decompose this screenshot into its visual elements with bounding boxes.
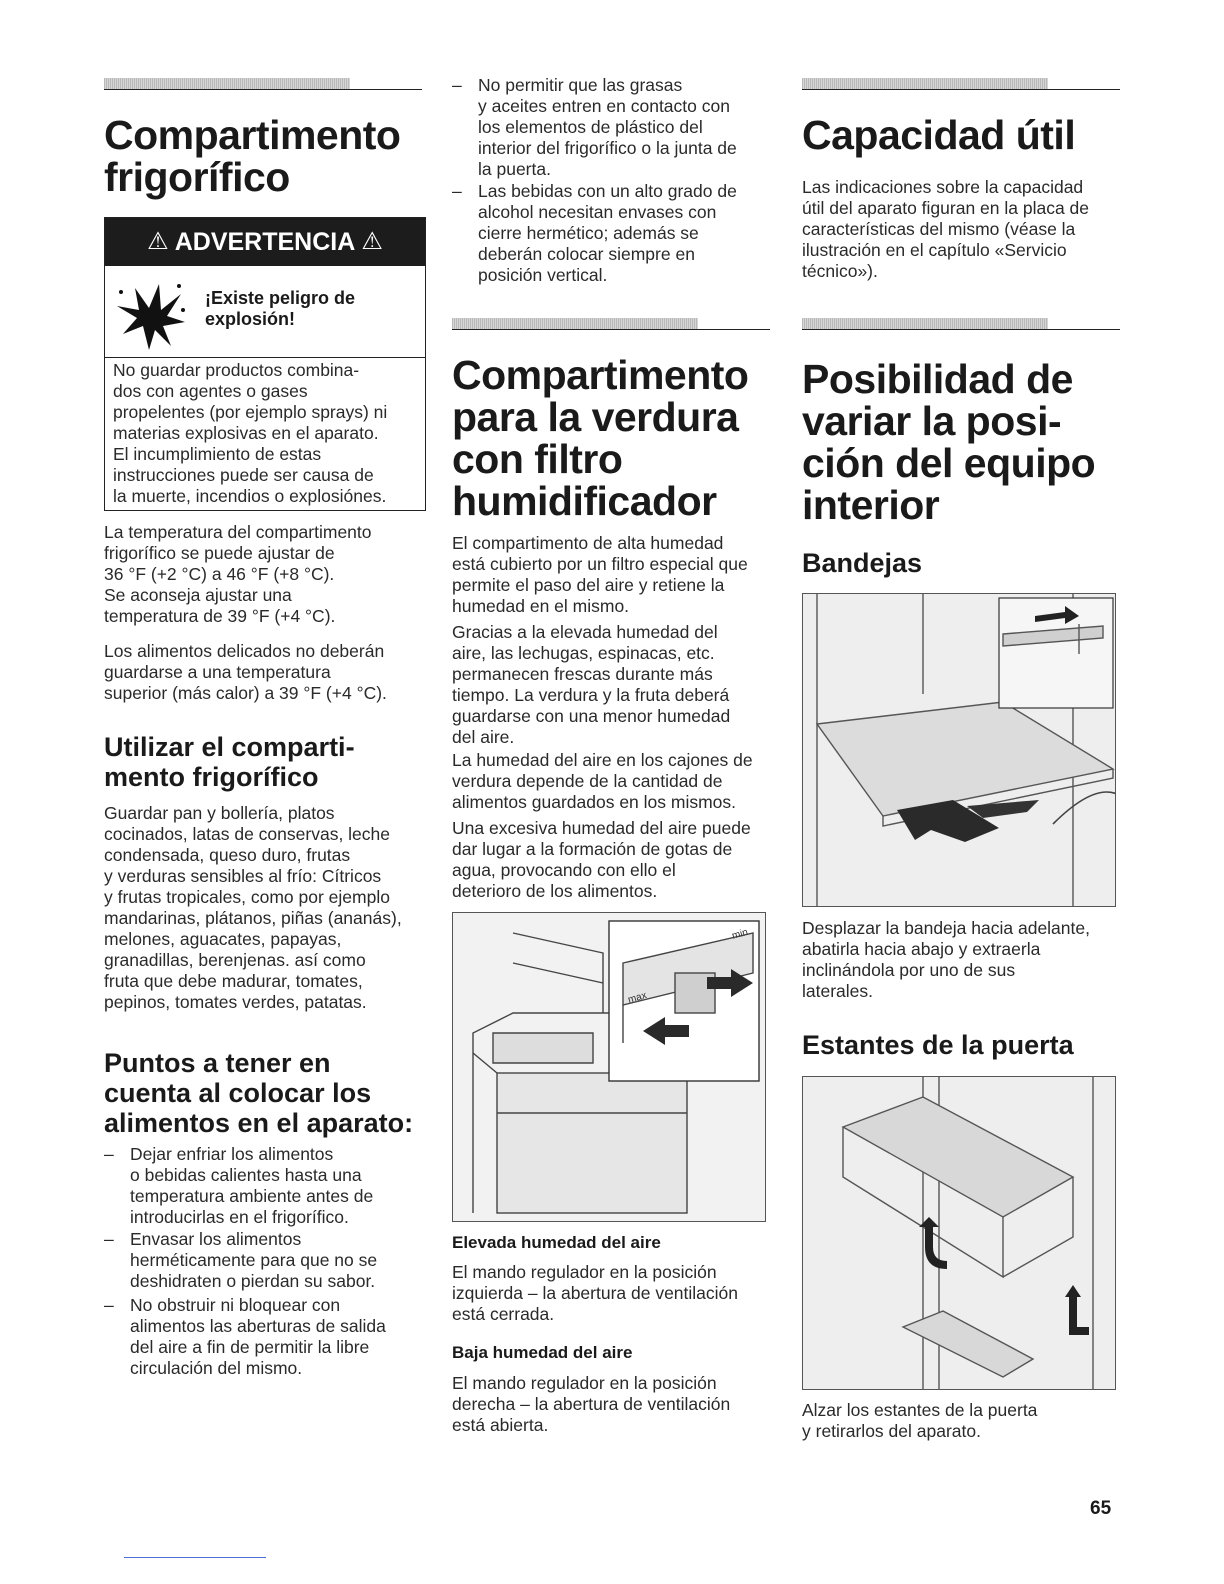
warning-body: No guardar productos combina- dos con agentes o gases propelentes (por ejemplo sprays) ni materias explosivas en el aparato. El incumplimiento de estas instrucciones puede ser causa de la muerte, incendios o explosiónes. (113, 360, 388, 506)
warning-triangle-icon: ⚠ (361, 228, 383, 255)
capacity-paragraph: Las indicaciones sobre la capacidad útil del aparato figuran en la placa de características del mismo (véase la ilustración en el capítulo «Servicio técnico»). (802, 177, 1090, 281)
intro-paragraph-2: Los alimentos delicados no deberán guardarse a una temperatura superior (más calor) a 39 °F (+4 °C). (104, 641, 387, 703)
divider (105, 357, 425, 358)
subsection-title-use: Utilizar el comparti- mento frigorífico (104, 732, 355, 792)
section-rule (802, 78, 1120, 90)
explosion-icon (115, 282, 187, 350)
caption-title-high-humidity: Elevada humedad del aire (452, 1233, 661, 1252)
warning-box (104, 217, 426, 511)
paragraph: El compartimento de alta humedad está cubierto por un filtro especial que permite el paso del aire y retiene la humedad en el mismo. (452, 533, 748, 616)
intro-paragraph: La temperatura del compartimento frigorífico se puede ajustar de 36 °F (+2 °C) a 46 °F (+8 °C). Se aconseja ajustar una temperatura de 39 °F (+4 °C). (104, 522, 372, 626)
section-rule (452, 318, 770, 330)
paragraph: Gracias a la elevada humedad del aire, las lechugas, espinacas, etc. permanecen frescas durante más tiempo. La verdura y la fruta deberá guardarse con una menor humedad del aire. (452, 622, 731, 747)
page-number: 65 (1090, 1498, 1112, 1519)
section-rule (802, 318, 1120, 330)
high-humidity-text: El mando regulador en la posición izquierda – la abertura de ventilación está cerrada. (452, 1262, 739, 1324)
section-title-interior: Posibilidad de variar la posi- ción del equipo interior (802, 356, 1096, 528)
door-shelves-caption: Alzar los estantes de la puerta y retirarlos del aparato. (802, 1400, 1038, 1441)
section-title-capacity: Capacidad útil (802, 112, 1076, 158)
door-shelf-drawing (803, 1077, 1116, 1390)
footer-link-line (124, 1557, 266, 1558)
paragraph: Una excesiva humedad del aire puede dar lugar a la formación de gotas de agua, provocando con ello el deterioro de los alimentos. (452, 818, 751, 901)
caption-title-low-humidity: Baja humedad del aire (452, 1343, 633, 1362)
warning-header: ⚠ ADVERTENCIA ⚠ (105, 218, 425, 266)
section-title-fridge: Compartimento frigorífico (104, 112, 401, 200)
paragraph: La humedad del aire en los cajones de verdura depende de la cantidad de alimentos guardados en los mismos. (452, 750, 753, 812)
min-label: min (730, 926, 750, 942)
subsection-title-points: Puntos a tener en cuenta al colocar los alimentos en el aparato: (104, 1048, 414, 1138)
door-shelf-illustration (802, 1076, 1116, 1390)
list-item: – No permitir que las grasas y aceites entren en contacto con los elementos de plástico del interior del frigorífico o la junta de la puerta. (452, 75, 778, 180)
section-rule (104, 78, 422, 90)
list-item: – No obstruir ni bloquear con alimentos las aberturas de salida del aire a fin de permitir la libre circulación del mismo. (104, 1295, 430, 1379)
shelf-drawing (803, 594, 1116, 907)
use-paragraph: Guardar pan y bollería, platos cocinados, latas de conservas, leche condensada, queso duro, frutas y verduras sensibles al frío: Cítricos y frutas tropicales, como por ejemplo mandarinas, plátanos, piñas (ananás), melones, aguacates, papayas, granadillas, berenjenas. así como fruta que debe madurar, tomates, pepinos, tomates verdes, patatas. (104, 803, 402, 1012)
hazard-text: ¡Existe peligro de explosión! (205, 288, 356, 329)
list-item: – Las bebidas con un alto grado de alcohol necesitan envases con cierre hermético; además se deberán colocar siempre en posición vertical. (452, 181, 778, 286)
crisper-drawer-drawing (453, 913, 766, 1222)
list-item: – Envasar los alimentos herméticamente para que no se deshidraten o pierdan su sabor. (104, 1229, 430, 1292)
subsection-title-door-shelves: Estantes de la puerta (802, 1030, 1074, 1060)
shelf-illustration (802, 593, 1116, 907)
low-humidity-text: El mando regulador en la posición derecha – la abertura de ventilación está abierta. (452, 1373, 731, 1435)
section-title-vegetables: Compartimento para la verdura con filtro humidificador (452, 352, 749, 524)
warning-triangle-icon: ⚠ (147, 228, 169, 255)
crisper-drawer-illustration (452, 912, 766, 1222)
subsection-title-shelves: Bandejas (802, 548, 923, 578)
max-label: max (626, 990, 649, 1006)
list-item: – Dejar enfriar los alimentos o bebidas calientes hasta una temperatura ambiente antes de introducirlas en el frigorífico. (104, 1144, 430, 1228)
shelves-caption: Desplazar la bandeja hacia adelante, abatirla hacia abajo y extraerla inclinándola por uno de sus laterales. (802, 918, 1090, 1001)
